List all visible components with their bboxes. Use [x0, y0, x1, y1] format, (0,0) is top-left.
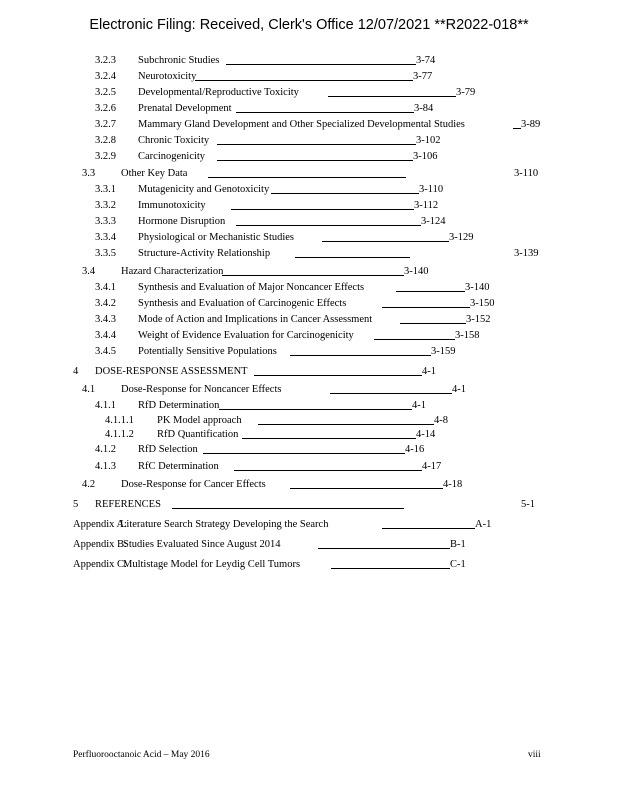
toc-entry	[0, 150, 618, 164]
toc-entry	[0, 231, 618, 245]
toc-entry-title: Structure-Activity Relationship	[138, 248, 271, 259]
toc-leader-line	[513, 128, 521, 129]
footer-page-number: viii	[528, 750, 541, 760]
toc-leader-line	[203, 453, 405, 454]
toc-entry-number: 3.3.1	[95, 184, 116, 195]
toc-entry	[0, 558, 618, 572]
toc-entry-page: 4-1	[452, 384, 466, 395]
toc-entry-page: 3-110	[514, 168, 539, 179]
toc-entry-title: Dose-Response for Noncancer Effects	[121, 384, 282, 395]
toc-entry-title: Mammary Gland Development and Other Specialized Developmental Studies	[138, 119, 465, 130]
toc-leader-line	[195, 80, 413, 81]
toc-entry	[0, 265, 618, 279]
toc-entry-page: 3-102	[416, 135, 441, 146]
toc-entry-number: 3.2.8	[95, 135, 116, 146]
toc-leader-line	[219, 409, 412, 410]
toc-entry-title: Chronic Toxicity	[138, 135, 210, 146]
toc-entry-number: 4.1.1	[95, 400, 116, 411]
toc-leader-line	[331, 568, 450, 569]
toc-entry-page: 3-79	[456, 87, 476, 98]
toc-leader-line	[208, 177, 406, 178]
toc-entry-number: 3.2.4	[95, 71, 116, 82]
toc-leader-line	[396, 291, 465, 292]
toc-entry-title: Neurotoxicity	[138, 71, 197, 82]
toc-entry-number: 3.2.9	[95, 151, 116, 162]
toc-leader-line	[322, 241, 449, 242]
toc-entry-number: 4.1	[82, 384, 96, 395]
toc-entry-number: 4.1.3	[95, 461, 116, 472]
toc-leader-line	[382, 528, 475, 529]
toc-entry	[0, 383, 618, 397]
toc-entry-page: 4-1	[412, 400, 426, 411]
toc-entry	[0, 329, 618, 343]
toc-entry-title: Multistage Model for Leydig Cell Tumors	[123, 559, 301, 570]
toc-entry-number: 3.4	[82, 266, 96, 277]
toc-entry	[0, 134, 618, 148]
toc-entry	[0, 313, 618, 327]
toc-entry-page: 4-14	[416, 429, 436, 440]
toc-entry-title: RfC Determination	[138, 461, 219, 472]
toc-leader-line	[330, 393, 452, 394]
toc-entry	[0, 518, 618, 532]
toc-entry-number: 4.1.2	[95, 444, 116, 455]
toc-entry-title: Literature Search Strategy Developing the Search	[120, 519, 329, 530]
toc-entry-page: 3-124	[421, 216, 446, 227]
toc-entry-number: Appendix B:	[73, 539, 127, 550]
toc-entry-number: 5	[73, 499, 79, 510]
toc-entry-number: 3.2.5	[95, 87, 116, 98]
toc-leader-line	[290, 488, 443, 489]
toc-entry-number: 4.2	[82, 479, 96, 490]
toc-leader-line	[328, 96, 456, 97]
toc-entry	[0, 167, 618, 181]
toc-entry-page: 3-158	[455, 330, 480, 341]
toc-entry-page: A-1	[475, 519, 492, 530]
toc-entry-page: 3-112	[414, 200, 439, 211]
toc-entry-number: 4.1.1.2	[105, 429, 134, 440]
toc-entry-number: 3.2.7	[95, 119, 116, 130]
toc-leader-line	[400, 323, 466, 324]
toc-entry	[0, 345, 618, 359]
toc-entry	[0, 183, 618, 197]
toc-leader-line	[217, 160, 413, 161]
toc-entry	[0, 102, 618, 116]
toc-entry-title: Carcinogenicity	[138, 151, 206, 162]
toc-entry-number: 4	[73, 366, 79, 377]
toc-entry-page: 3-140	[404, 266, 429, 277]
toc-entry-number: 3.4.2	[95, 298, 116, 309]
toc-entry-number: 3.3.5	[95, 248, 116, 259]
toc-leader-line	[226, 64, 416, 65]
toc-leader-line	[236, 112, 414, 113]
toc-entry-title: Dose-Response for Cancer Effects	[121, 479, 266, 490]
toc-entry-title: Synthesis and Evaluation of Major Noncancer Effects	[138, 282, 365, 293]
toc-entry	[0, 199, 618, 213]
toc-entry-page: 5-1	[521, 499, 535, 510]
toc-entry-title: Subchronic Studies	[138, 55, 220, 66]
toc-entry-title: RfD Quantification	[157, 429, 239, 440]
toc-entry	[0, 281, 618, 295]
toc-entry-page: 3-110	[419, 184, 444, 195]
footer-title: Perfluorooctanoic Acid – May 2016	[73, 750, 210, 760]
toc-entry	[0, 478, 618, 492]
toc-entry-number: 3.3.2	[95, 200, 116, 211]
toc-entry	[0, 297, 618, 311]
toc-leader-line	[236, 225, 421, 226]
toc-entry-page: 4-17	[422, 461, 442, 472]
toc-entry-title: PK Model approach	[157, 415, 242, 426]
toc-entry-title: Potentially Sensitive Populations	[138, 346, 277, 357]
toc-entry-page: 4-1	[422, 366, 436, 377]
toc-entry-page: 4-8	[434, 415, 448, 426]
toc-entry-number: 3.3.4	[95, 232, 116, 243]
toc-entry	[0, 428, 618, 442]
toc-entry-page: 4-18	[443, 479, 463, 490]
toc-entry-number: 3.3	[82, 168, 96, 179]
toc-entry	[0, 414, 618, 428]
toc-entry-title: Hazard Characterization	[121, 266, 224, 277]
toc-entry	[0, 70, 618, 84]
toc-entry-number: 3.4.3	[95, 314, 116, 325]
toc-entry-page: 3-150	[470, 298, 495, 309]
toc-entry-number: Appendix C:	[73, 559, 127, 570]
toc-entry-number: 3.2.3	[95, 55, 116, 66]
toc-entry	[0, 365, 618, 379]
toc-entry-page: 3-129	[449, 232, 474, 243]
toc-entry-title: Physiological or Mechanistic Studies	[138, 232, 295, 243]
toc-entry-title: REFERENCES	[95, 499, 161, 510]
toc-leader-line	[258, 424, 434, 425]
toc-leader-line	[290, 355, 431, 356]
toc-entry-page: 3-159	[431, 346, 456, 357]
toc-entry-number: 4.1.1.1	[105, 415, 134, 426]
toc-entry-page: 3-106	[413, 151, 438, 162]
toc-entry	[0, 86, 618, 100]
toc-leader-line	[295, 257, 410, 258]
toc-entry	[0, 538, 618, 552]
toc-leader-line	[242, 438, 416, 439]
toc-entry	[0, 247, 618, 261]
toc-entry	[0, 215, 618, 229]
toc-entry-number: 3.4.1	[95, 282, 116, 293]
toc-leader-line	[254, 375, 422, 376]
toc-entry-title: RfD Determination	[138, 400, 220, 411]
toc-entry-page: 3-139	[514, 248, 539, 259]
toc-entry-title: Studies Evaluated Since August 2014	[123, 539, 281, 550]
toc-entry-title: DOSE-RESPONSE ASSESSMENT	[95, 366, 248, 377]
toc-leader-line	[382, 307, 470, 308]
toc-entry	[0, 498, 618, 512]
toc-entry-page: 3-74	[416, 55, 436, 66]
toc-entry-title: RfD Selection	[138, 444, 198, 455]
page-header: Electronic Filing: Received, Clerk's Office 12/07/2021 **R2022-018**	[89, 17, 529, 33]
toc-entry-page: C-1	[450, 559, 466, 570]
toc-leader-line	[318, 548, 450, 549]
toc-entry-number: 3.4.4	[95, 330, 116, 341]
toc-entry	[0, 399, 618, 413]
toc-entry-number: 3.4.5	[95, 346, 116, 357]
toc-entry-page: 3-140	[465, 282, 490, 293]
toc-entry-title: Synthesis and Evaluation of Carcinogenic Effects	[138, 298, 347, 309]
toc-leader-line	[217, 144, 416, 145]
toc-leader-line	[271, 193, 419, 194]
toc-leader-line	[231, 209, 414, 210]
toc-leader-line	[222, 275, 404, 276]
toc-entry-title: Other Key Data	[121, 168, 188, 179]
toc-entry	[0, 443, 618, 457]
toc-leader-line	[234, 470, 422, 471]
toc-entry-page: B-1	[450, 539, 466, 550]
toc-entry-title: Hormone Disruption	[138, 216, 226, 227]
toc-entry-number: Appendix A:	[73, 519, 127, 530]
toc-entry	[0, 460, 618, 474]
toc-entry-page: 3-77	[413, 71, 433, 82]
toc-entry-title: Immunotoxicity	[138, 200, 206, 211]
toc-entry-title: Prenatal Development	[138, 103, 232, 114]
toc-entry-title: Weight of Evidence Evaluation for Carcinogenicity	[138, 330, 354, 341]
toc-entry-number: 3.3.3	[95, 216, 116, 227]
toc-entry-number: 3.2.6	[95, 103, 116, 114]
toc-entry-page: 3-84	[414, 103, 434, 114]
toc-entry-title: Mode of Action and Implications in Cancer Assessment	[138, 314, 373, 325]
toc-entry	[0, 54, 618, 68]
toc-leader-line	[172, 508, 404, 509]
toc-entry-title: Mutagenicity and Genotoxicity	[138, 184, 270, 195]
toc-entry-title: Developmental/Reproductive Toxicity	[138, 87, 299, 98]
toc-entry-page: 3-152	[466, 314, 491, 325]
toc-entry-page: 4-16	[405, 444, 425, 455]
toc-leader-line	[374, 339, 455, 340]
toc-entry	[0, 118, 618, 132]
toc-entry-page: 3-89	[521, 119, 541, 130]
